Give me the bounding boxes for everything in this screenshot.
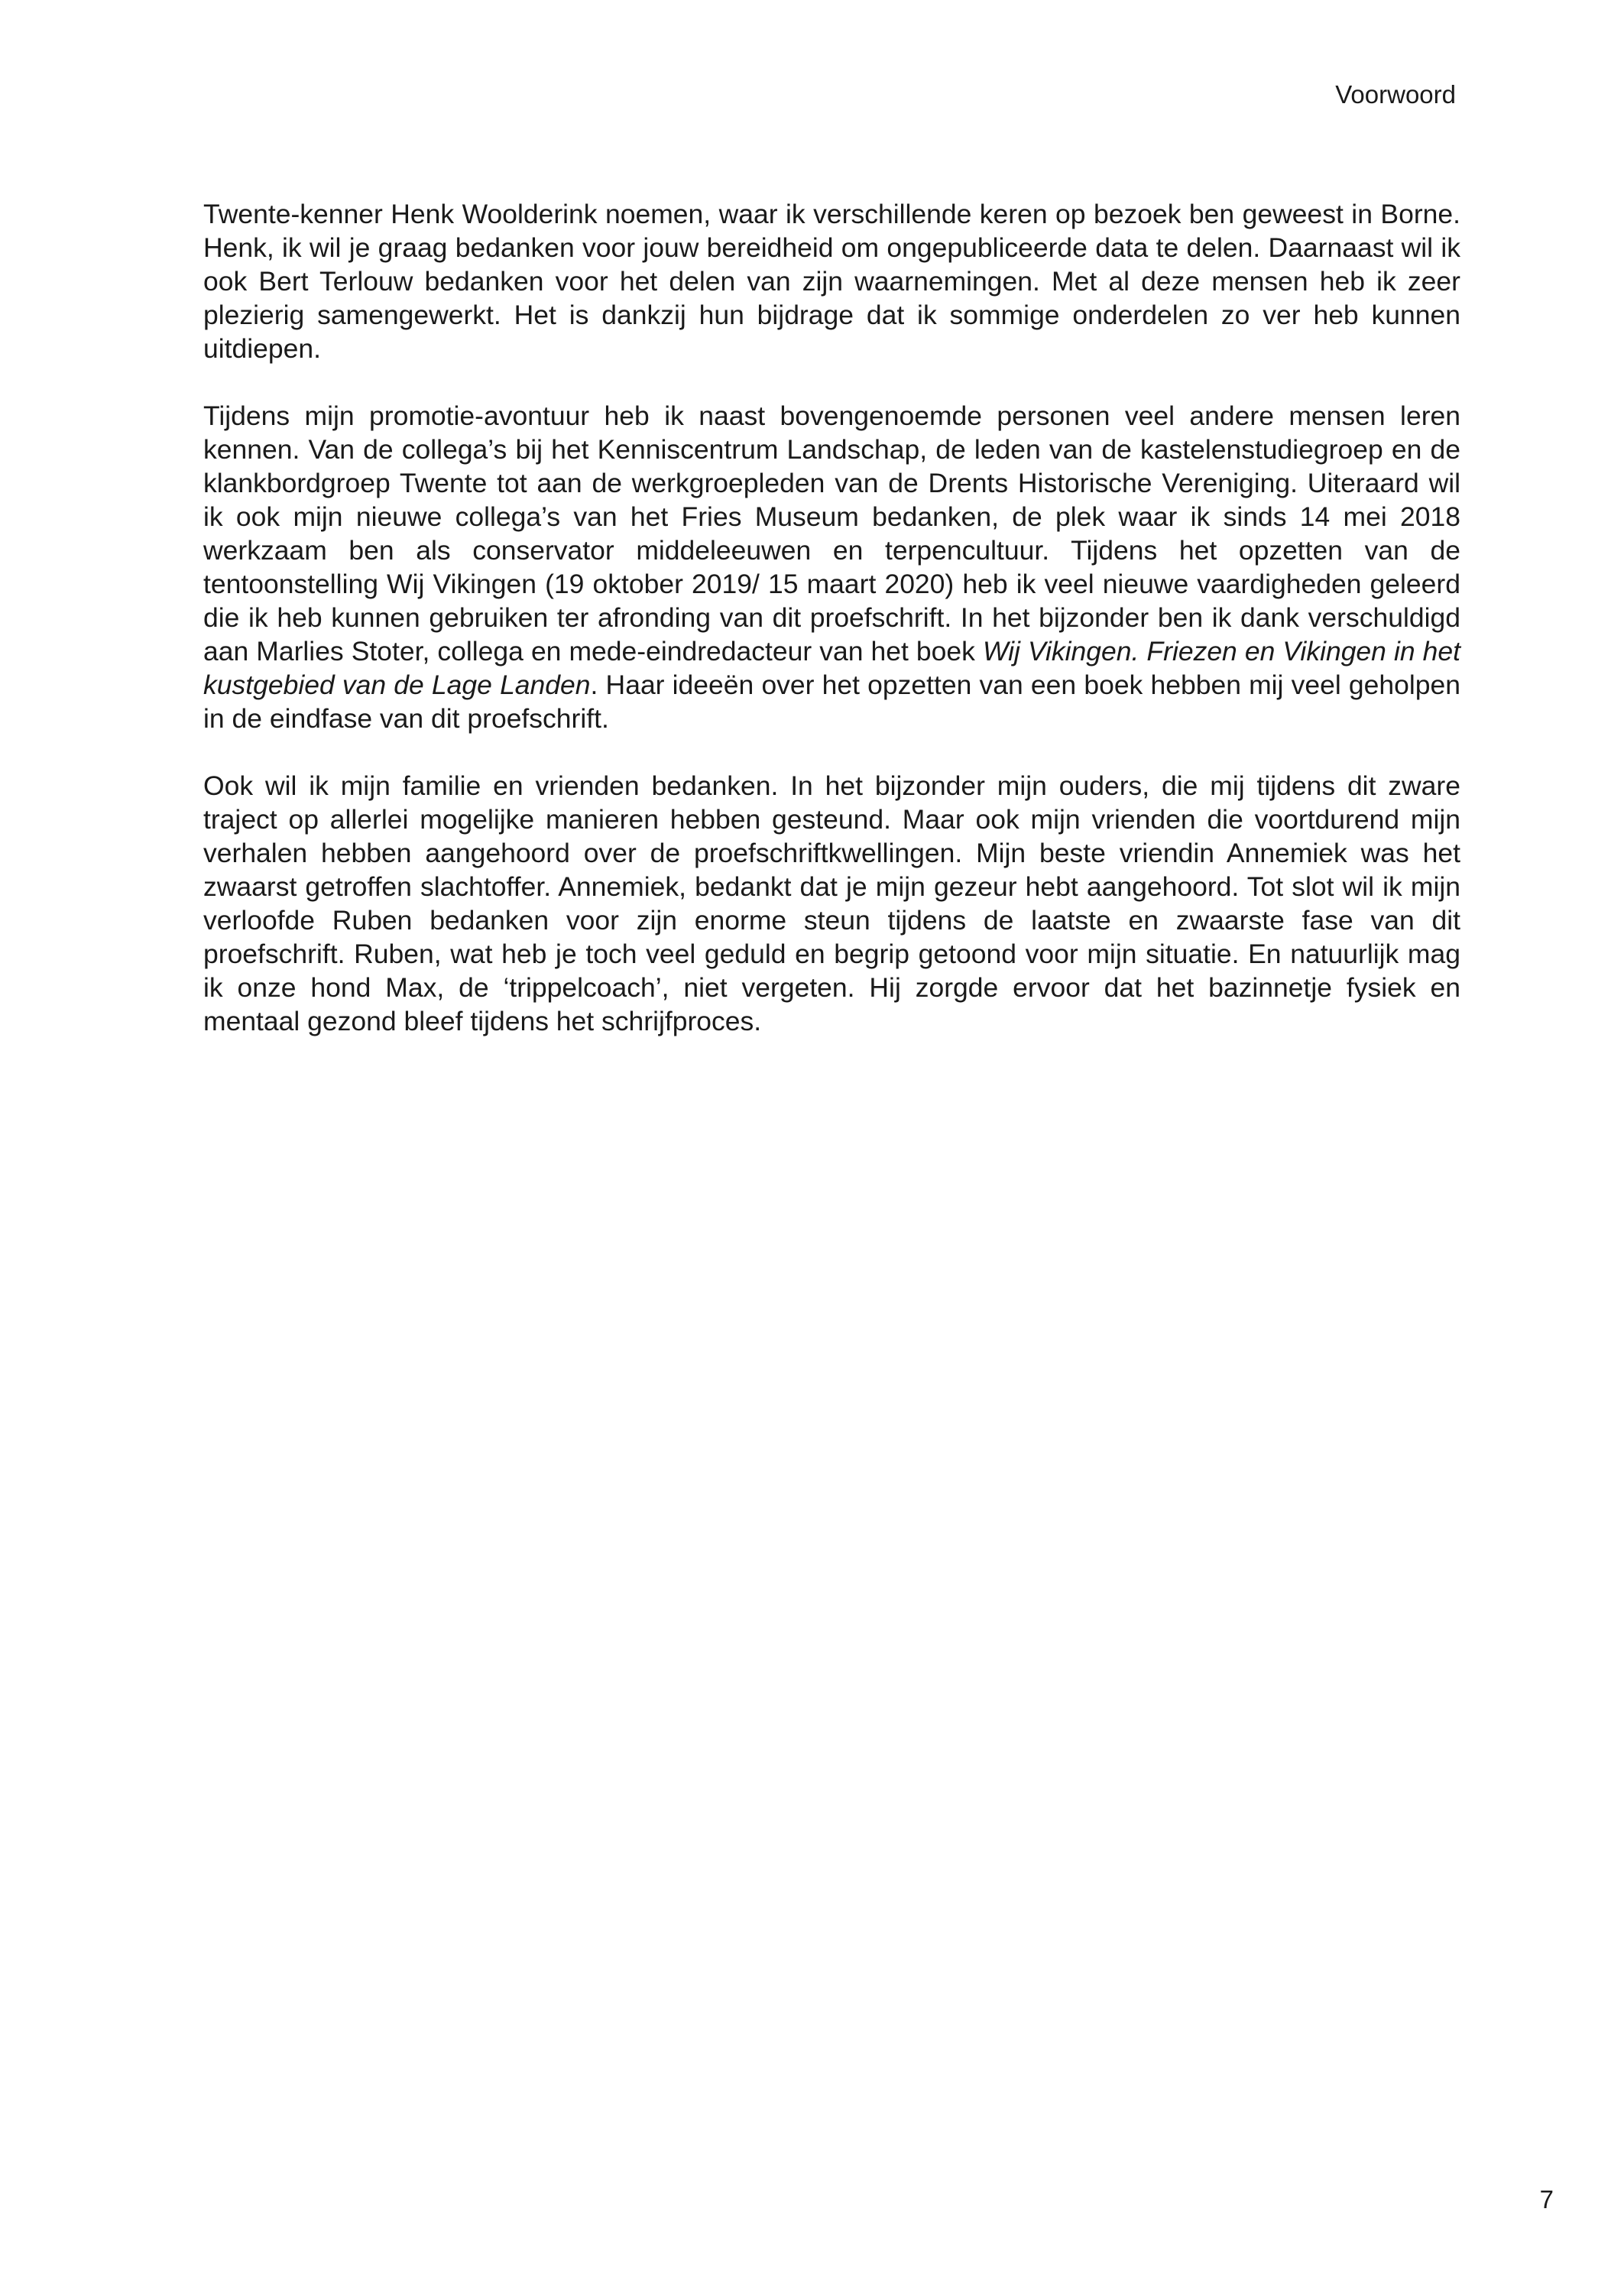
page-number: 7 bbox=[1539, 2185, 1554, 2214]
paragraph-text-after-book-title: . Haar ideeën over het opzetten van een boek hebben mij veel geholpen in de eindfase van dit proefschrift. bbox=[203, 670, 1460, 734]
paragraph-text-before-book-title: Tijdens mijn promotie-avontuur heb ik naast bovengenoemde personen veel andere mensen leren kennen. Van de collega’s bij het Kenniscentrum Landschap, de leden van de kastelenstudiegroep en de klankbordgroep Twente tot aan de werkgroepleden van de Drents Historische Vereniging. Uiteraard wil ik ook mijn nieuwe collega’s van het Fries Museum bedanken, de plek waar ik sinds 14 mei 2018 werkzaam ben als conservator middeleeuwen en terpencultuur. Tijdens het opzetten van de tentoonstelling Wij Vikingen (19 oktober 2019/ 15 maart 2020) heb ik veel nieuwe vaardigheden geleerd die ik heb kunnen gebruiken ter afronding van dit proefschrift. In het bijzonder ben ik dank verschuldigd aan Marlies Stoter, collega en mede-eindredacteur van het boek bbox=[203, 401, 1460, 666]
body-text bbox=[203, 197, 1460, 1038]
paragraph-acknowledgements-family: Ook wil ik mijn familie en vrienden bedanken. In het bijzonder mijn ouders, die mij tijdens dit zware traject op allerlei mogelijke manieren hebben gesteund. Maar ook mijn vrienden die voortdurend mijn verhalen hebben aangehoord over de proefschriftkwellingen. Mijn beste vriendin Annemiek was het zwaarst getroffen slachtoffer. Annemiek, bedankt dat je mijn gezeur hebt aangehoord. Tot slot wil ik mijn verloofde Ruben bedanken voor zijn enorme steun tijdens de laatste en zwaarste fase van dit proefschrift. Ruben, wat heb je toch veel geduld en begrip getoond voor mijn situatie. En natuurlijk mag ik onze hond Max, de ‘trippelcoach’, niet vergeten. Hij zorgde ervoor dat het bazinnetje fysiek en mentaal gezond bleef tijdens het schrijfproces. bbox=[203, 770, 1460, 1036]
running-header: Voorwoord bbox=[1335, 80, 1456, 109]
book-title: Wij Vikingen. Friezen en Vikingen in het kustgebied van de Lage Landen bbox=[203, 636, 1461, 700]
paragraph-acknowledgements-colleagues bbox=[203, 399, 1460, 735]
paragraph-acknowledgements-twente: Twente-kenner Henk Woolderink noemen, waar ik verschillende keren op bezoek ben geweest in Borne. Henk, ik wil je graag bedanken voor jouw bereidheid om ongepubliceerde data te delen. Daarnaast wil ik ook Bert Terlouw bedanken voor het delen van zijn waarnemingen. Met al deze mensen heb ik zeer plezierig samengewerkt. Het is dankzij hun bijdrage dat ik sommige onderdelen zo ver heb kunnen uitdiepen. bbox=[203, 199, 1460, 364]
